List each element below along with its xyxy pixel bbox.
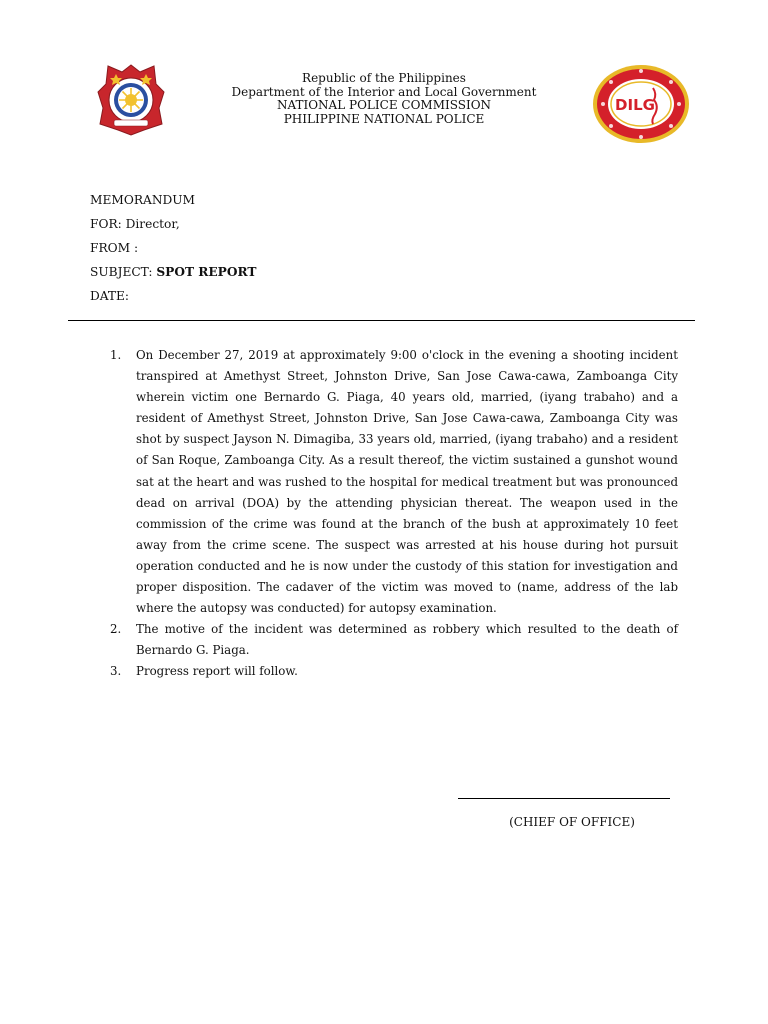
for-value: Director,	[125, 217, 180, 231]
item-text: Progress report will follow.	[136, 664, 298, 679]
memo-for	[90, 217, 180, 231]
header-department: Department of the Interior and Local Government	[231, 84, 537, 99]
header-napolcom: NATIONAL POLICE COMMISSION	[276, 98, 492, 112]
item-number: 3.	[110, 664, 122, 679]
letterhead	[200, 72, 568, 126]
subject-value: SPOT REPORT	[156, 265, 257, 279]
from-label: FROM :	[90, 241, 139, 255]
item-text: On December 27, 2019 at approximately 9:00 o'clock in the evening a shooting incident transpired at Amethyst Street, Johnston Drive, San Jose Cawa-cawa, Zamboanga City wherein victim one Bernardo G. Piaga, 40 years old, married, (iyang trabaho) and a resident of Amethyst Street, Johnston Drive, San Jose Cawa-cawa, Zamboanga City was shot by suspect Jayson N. Dimagiba, 33 years old, married, (iyang trabaho) and a resident of San Roque, Zamboanga City. As a result thereof, the victim sustained a gunshot wound sat at the heart and was rushed to the hospital for medical treatment but was pronounced dead on arrival (DOA) by the attending physician thereat. The weapon used in the commission of the crime was found at the branch of the bush at approximately 10 feet away from the crime scene. The suspect was arrested at his house during hot pursuit operation conducted and he is now under the custody of this station for investigation and proper disposition. The cadaver of the victim was moved to (name, address of the lab where the autopsy was conducted) for autopsy examination.	[136, 348, 678, 616]
dilg-seal-icon	[591, 64, 691, 144]
header-republic: Republic of the Philippines	[302, 71, 466, 85]
list-item	[110, 661, 678, 682]
header-pnp: PHILIPPINE NATIONAL POLICE	[283, 111, 485, 126]
horizontal-rule	[68, 320, 695, 321]
memo-from	[90, 241, 138, 255]
list-item	[110, 345, 678, 619]
signature-line	[458, 798, 670, 799]
date-label: DATE:	[90, 289, 130, 303]
subject-label: SUBJECT:	[90, 265, 153, 279]
item-number: 2.	[110, 622, 122, 637]
item-number: 1.	[110, 348, 122, 362]
memo-title: MEMORANDUM	[90, 193, 196, 207]
for-label: FOR:	[90, 217, 122, 231]
memo-subject	[90, 265, 256, 279]
report-body	[110, 345, 678, 683]
svg-text:DILG: DILG	[615, 96, 655, 114]
memo-date	[90, 289, 129, 303]
signature-label: (CHIEF OF OFFICE)	[509, 815, 635, 829]
item-text: The motive of the incident was determined as robbery which resulted to the death of Bernardo G. Piaga.	[136, 622, 678, 658]
list-item	[110, 619, 678, 661]
pnp-seal-icon	[96, 62, 166, 136]
